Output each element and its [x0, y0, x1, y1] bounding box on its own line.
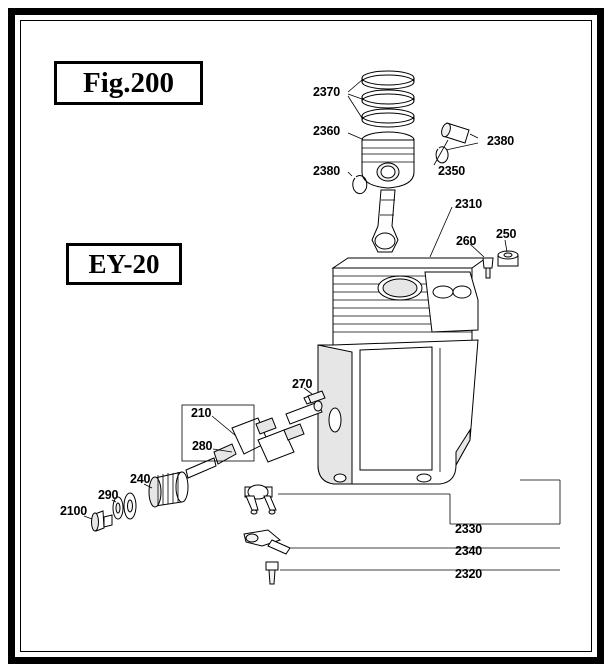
figure-number-label: Fig.200: [82, 66, 175, 99]
part-label-2360: 2360: [313, 124, 341, 138]
figure-number-box: [54, 61, 203, 105]
model-number-label: EY-20: [88, 248, 160, 279]
crankcase-group: [318, 207, 486, 484]
model-number-box: [66, 243, 182, 285]
part-label-290: 290: [98, 488, 119, 502]
washer-250-group: [498, 240, 518, 266]
part-label-270: 270: [292, 377, 313, 391]
gear-240-group: [144, 472, 188, 507]
part-label-2380-right: 2380: [487, 134, 515, 148]
rod-bolt-2320-group: [266, 562, 560, 584]
part-label-2340: 2340: [455, 544, 483, 558]
part-label-2310: 2310: [455, 197, 483, 211]
connecting-rod-group: [372, 190, 398, 252]
snap-ring-right-group: [436, 143, 478, 163]
piston-pin-group: [434, 122, 478, 165]
piston-rings-group: [348, 71, 414, 127]
part-label-260: 260: [456, 234, 477, 248]
piston-group: [348, 132, 414, 188]
part-label-250: 250: [496, 227, 517, 241]
rod-cap-2330-group: [245, 485, 560, 524]
part-label-2350: 2350: [438, 164, 466, 178]
part-label-2100: 2100: [60, 504, 88, 518]
part-label-240: 240: [130, 472, 151, 486]
part-label-2330: 2330: [455, 522, 483, 536]
part-label-210: 210: [191, 406, 212, 420]
bolt-2100-group: [84, 511, 112, 531]
part-label-2370: 2370: [313, 85, 341, 99]
part-label-2380-left: 2380: [313, 164, 341, 178]
oil-dipper-2340-group: [244, 530, 560, 554]
part-label-2320: 2320: [455, 567, 483, 581]
part-label-280: 280: [192, 439, 213, 453]
